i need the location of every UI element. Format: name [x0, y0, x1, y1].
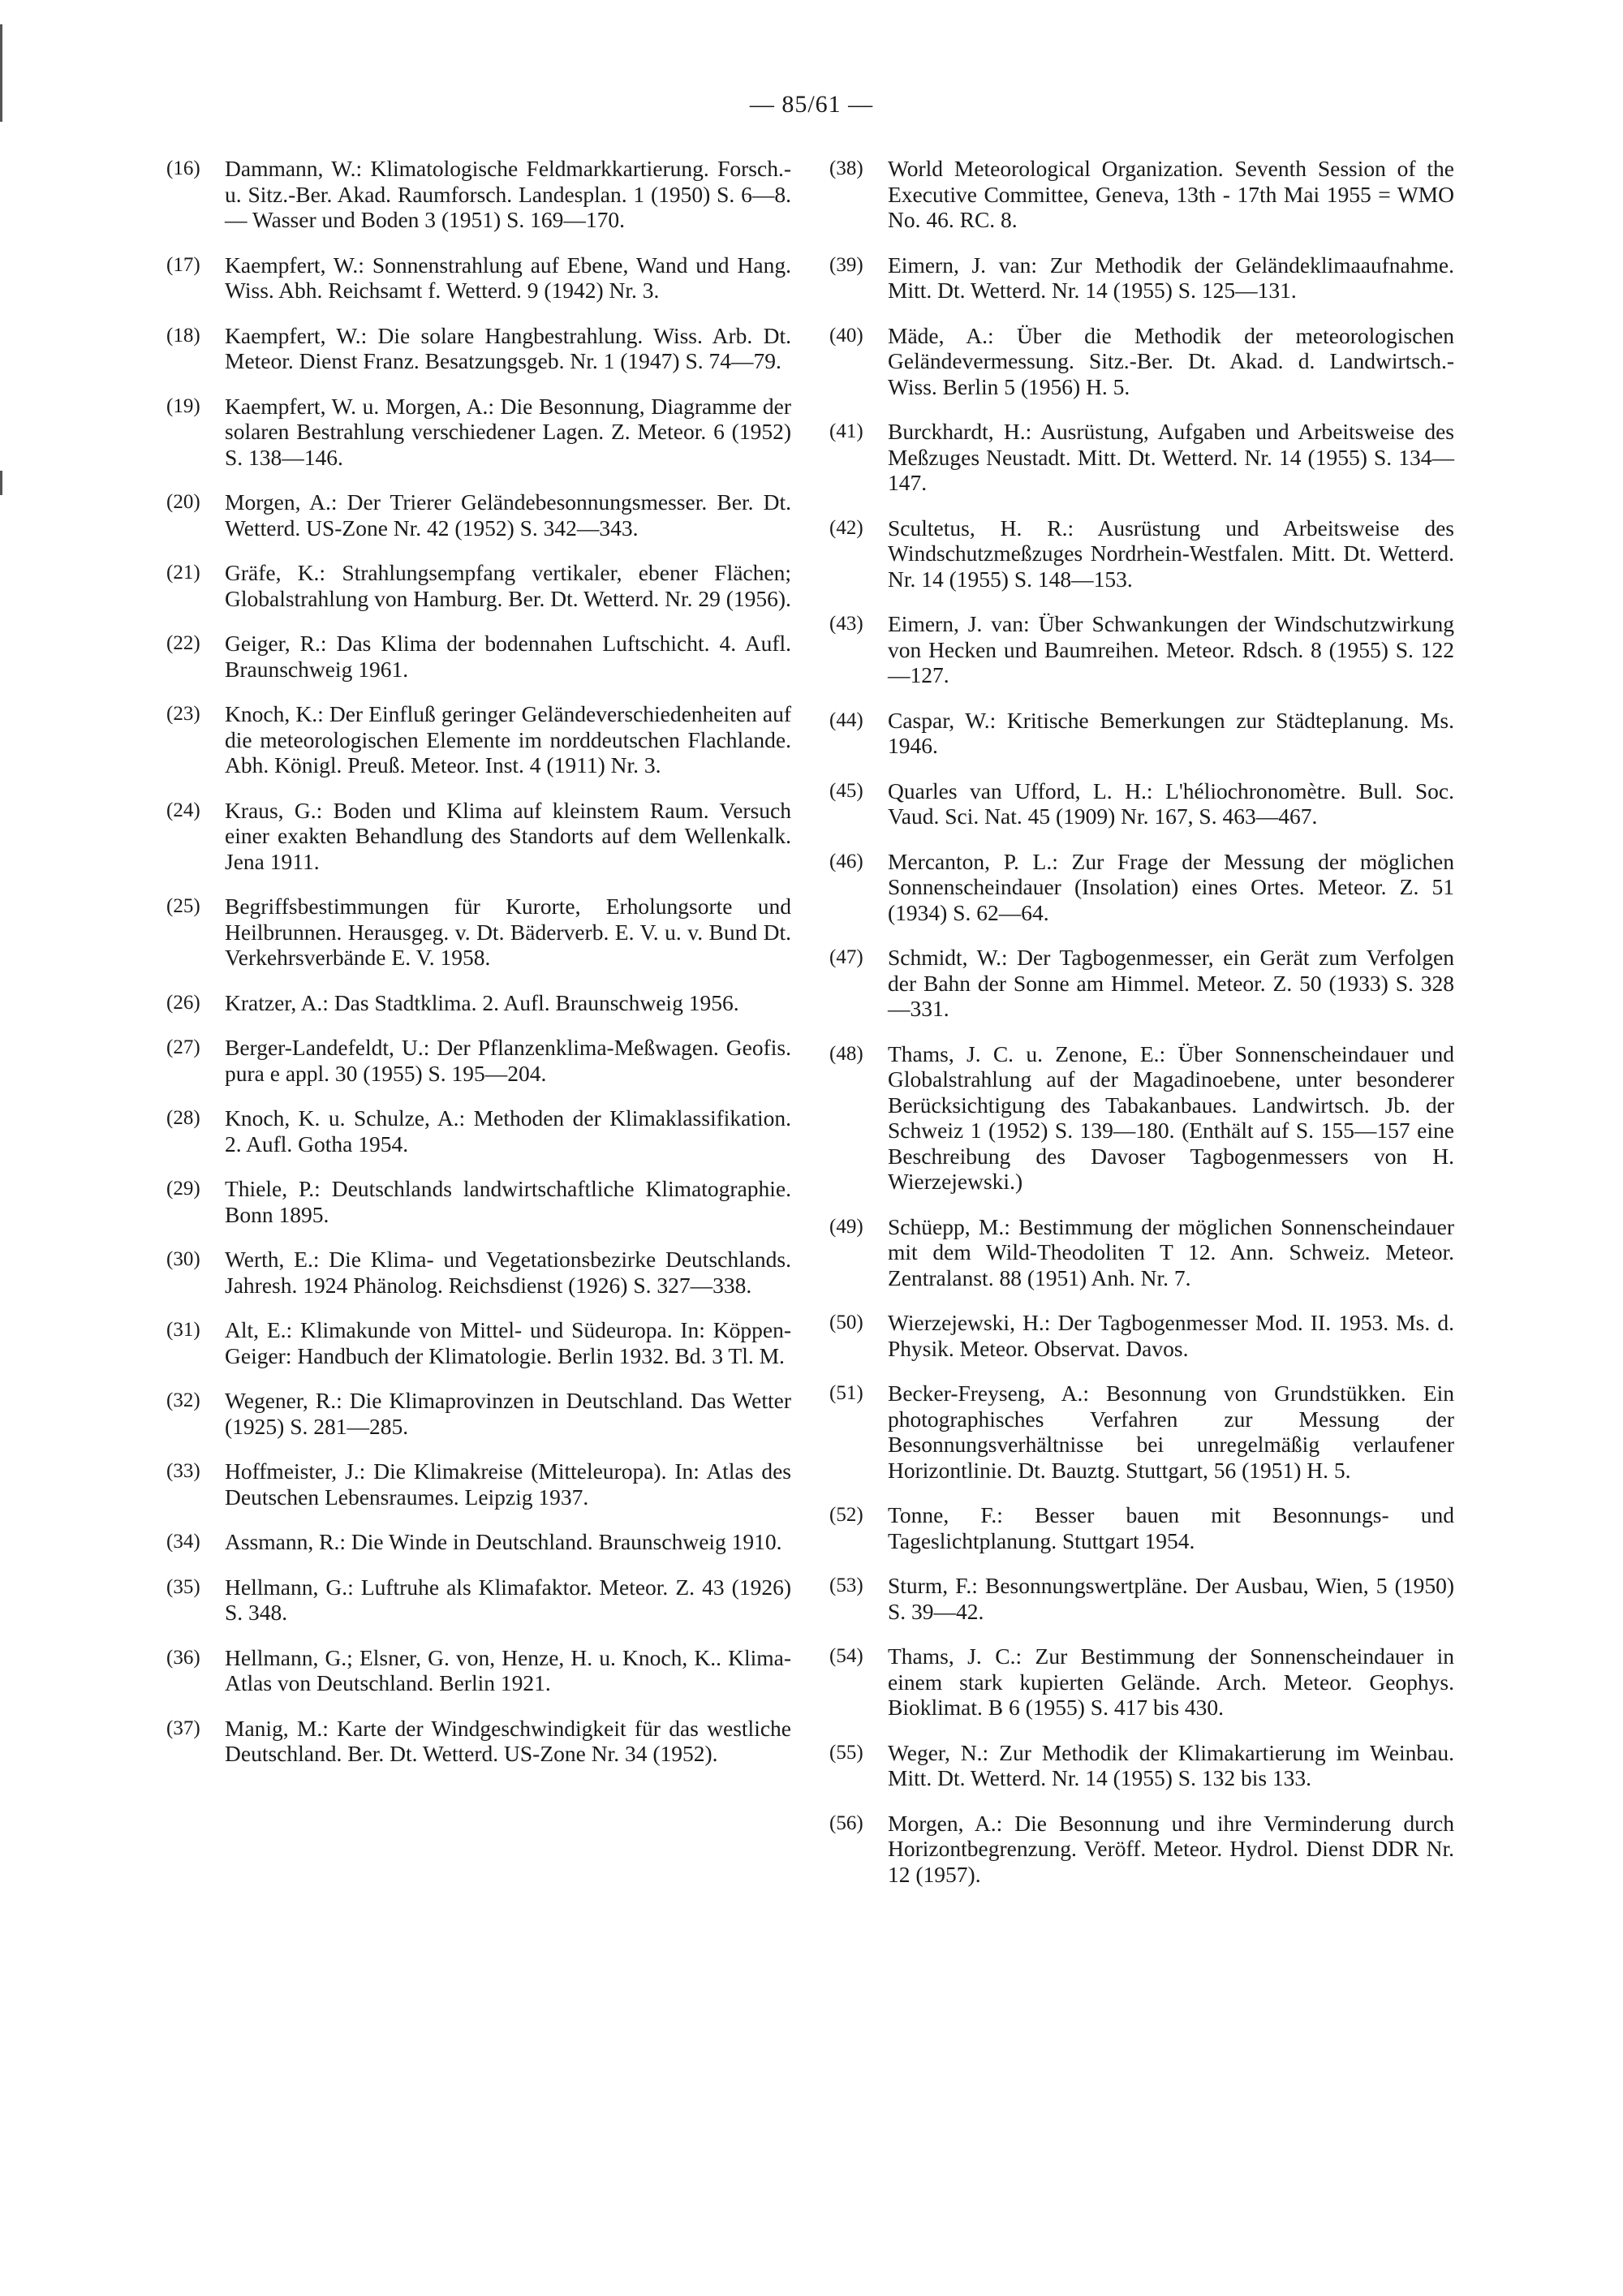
reference-number: (25): [166, 895, 200, 917]
reference-text: Mercanton, P. L.: Zur Frage der Messung der möglichen Sonnenscheindauer (Insolation) eines Ortes. Meteor. Z. 51 (1934) S. 62—64.: [888, 848, 1454, 925]
reference-entry: [829, 515, 1454, 592]
reference-text: Burckhardt, H.: Ausrüstung, Aufgaben und Arbeitsweise des Meßzuges Neustadt. Mitt. Dt. Wetterd. Nr. 14 (1955) S. 134—147.: [888, 419, 1454, 495]
reference-entry: [166, 252, 791, 304]
reference-text: Schmidt, W.: Der Tagbogenmesser, ein Gerät zum Verfolgen der Bahn der Sonne am Himmel. Meteor. Z. 50 (1933) S. 328—331.: [888, 945, 1454, 1021]
reference-entry: [166, 323, 791, 374]
reference-entry: [166, 489, 791, 541]
reference-text: Gräfe, K.: Strahlungsempfang vertikaler, ebener Flächen; Globalstrahlung von Hamburg. Ber. Dt. Wetterd. Nr. 29 (1956).: [225, 560, 791, 611]
reference-entry: [166, 1247, 791, 1298]
reference-text: Morgen, A.: Der Trierer Geländebesonnungsmesser. Ber. Dt. Wetterd. US-Zone Nr. 42 (1952) S. 342—343.: [225, 489, 791, 541]
reference-text: Wierzejewski, H.: Der Tagbogenmesser Mod. II. 1953. Ms. d. Physik. Meteor. Observat. Davos.: [888, 1310, 1454, 1361]
references-left-column: [166, 156, 791, 1786]
reference-entry: [166, 990, 791, 1016]
reference-number: (16): [166, 157, 200, 179]
reference-text: Berger-Landefeldt, U.: Der Pflanzenklima-Meßwagen. Geofis. pura e appl. 30 (1955) S. 195—204.: [225, 1035, 791, 1086]
reference-number: (50): [829, 1312, 863, 1333]
reference-entry: [166, 1317, 791, 1368]
reference-entry: [829, 1381, 1454, 1483]
reference-text: Scultetus, H. R.: Ausrüstung und Arbeitsweise des Windschutzmeßzuges Nordrhein-Westfalen. Mitt. Dt. Wetterd. Nr. 14 (1955) S. 148—153.: [888, 515, 1454, 592]
reference-text: Hellmann, G.; Elsner, G. von, Henze, H. u. Knoch, K.. Klima-Atlas von Deutschland. Berlin 1921.: [225, 1644, 791, 1695]
reference-text: Knoch, K. u. Schulze, A.: Methoden der Klimaklassifikation. 2. Aufl. Gotha 1954.: [225, 1105, 791, 1157]
reference-number: (51): [829, 1382, 863, 1404]
reference-number: (38): [829, 157, 863, 179]
reference-entry: [166, 701, 791, 778]
reference-entry: [166, 1388, 791, 1439]
reference-number: (36): [166, 1646, 200, 1669]
reference-entry: [166, 1716, 791, 1767]
reference-entry: [829, 252, 1454, 304]
reference-number: (32): [166, 1389, 200, 1411]
reference-text: Geiger, R.: Das Klima der bodennahen Luftschicht. 4. Aufl. Braunschweig 1961.: [225, 631, 791, 682]
reference-entry: [829, 156, 1454, 233]
reference-number: (18): [166, 324, 200, 347]
reference-entry: [829, 945, 1454, 1022]
reference-text: Thiele, P.: Deutschlands landwirtschaftliche Klimatographie. Bonn 1895.: [225, 1176, 791, 1227]
reference-number: (23): [166, 703, 200, 725]
reference-number: (43): [829, 613, 863, 635]
reference-text: Kaempfert, W. u. Morgen, A.: Die Besonnung, Diagramme der solaren Bestrahlung verschiedener Lagen. Z. Meteor. 6 (1952) S. 138—146.: [225, 393, 791, 470]
reference-number: (35): [166, 1575, 200, 1598]
reference-number: (55): [829, 1741, 863, 1764]
reference-number: (41): [829, 420, 863, 442]
reference-text: Caspar, W.: Kritische Bemerkungen zur Städteplanung. Ms. 1946.: [888, 707, 1454, 758]
reference-text: Thams, J. C.: Zur Bestimmung der Sonnenscheindauer in einem stark kupierten Gelände. Arch. Meteor. Geophys. Bioklimat. B 6 (1955) S. 417 bis 430.: [888, 1643, 1454, 1720]
scan-margin-mark: [0, 471, 2, 495]
reference-entry: [829, 1573, 1454, 1624]
reference-number: (45): [829, 779, 863, 802]
reference-number: (44): [829, 709, 863, 731]
reference-text: Hellmann, G.: Luftruhe als Klimafaktor. Meteor. Z. 43 (1926) S. 348.: [225, 1574, 791, 1625]
reference-text: Assmann, R.: Die Winde in Deutschland. Braunschweig 1910.: [225, 1529, 782, 1554]
reference-text: Weger, N.: Zur Methodik der Klimakartierung im Weinbau. Mitt. Dt. Wetterd. Nr. 14 (1955) S. 132 bis 133.: [888, 1739, 1454, 1790]
reference-number: (27): [166, 1036, 200, 1058]
reference-text: Kratzer, A.: Das Stadtklima. 2. Aufl. Braunschweig 1956.: [225, 989, 739, 1015]
reference-text: Knoch, K.: Der Einfluß geringer Geländeverschiedenheiten auf die meteorologischen Elemente im norddeutschen Flachlande. Abh. Königl. Preuß. Meteor. Inst. 4 (1911) Nr. 3.: [225, 701, 791, 778]
page-number: — 85/61 —: [749, 91, 874, 118]
reference-number: (33): [166, 1460, 200, 1482]
reference-entry: [166, 894, 791, 971]
reference-number: (29): [166, 1178, 200, 1200]
reference-entry: [166, 394, 791, 471]
reference-text: Thams, J. C. u. Zenone, E.: Über Sonnenscheindauer und Globalstrahlung auf der Magadinoebene, unter besonderer Berücksichtigung des Tabakanbaues. Landwirtsch. Jb. der Schweiz 1 (1952) S. 139—180. (Enthält auf S. 155—157 eine Beschreibung des Davoser Tagbogenmessers von H. Wierzejewski.): [888, 1040, 1454, 1194]
reference-text: Quarles van Ufford, L. H.: L'héliochronomètre. Bull. Soc. Vaud. Sci. Nat. 45 (1909) Nr. 167, S. 463—467.: [888, 778, 1454, 829]
reference-text: Eimern, J. van: Zur Methodik der Geländeklimaaufnahme. Mitt. Dt. Wetterd. Nr. 14 (1955) S. 125—131.: [888, 252, 1454, 303]
reference-text: Kaempfert, W.: Sonnenstrahlung auf Ebene, Wand und Hang. Wiss. Abh. Reichsamt f. Wetterd. 9 (1942) Nr. 3.: [225, 252, 791, 303]
reference-entry: [166, 1574, 791, 1626]
reference-text: Kraus, G.: Boden und Klima auf kleinstem Raum. Versuch einer exakten Behandlung des Standorts auf dem Wellenkalk. Jena 1911.: [225, 797, 791, 874]
reference-number: (56): [829, 1811, 863, 1834]
reference-number: (46): [829, 850, 863, 872]
reference-number: (30): [166, 1248, 200, 1270]
reference-text: Morgen, A.: Die Besonnung und ihre Verminderung durch Horizontbegrenzung. Veröff. Meteor. Hydrol. Dienst DDR Nr. 12 (1957).: [888, 1810, 1454, 1887]
reference-text: Becker-Freyseng, A.: Besonnung von Grundstükken. Ein photographisches Verfahren zur Messung der Besonnungsverhältnisse bei unregelmäßig verlaufener Horizontlinie. Dt. Bauztg. Stuttgart, 56 (1951) H. 5.: [888, 1381, 1454, 1483]
reference-entry: [166, 1176, 791, 1227]
reference-text: Sturm, F.: Besonnungswertpläne. Der Ausbau, Wien, 5 (1950) S. 39—42.: [888, 1573, 1454, 1624]
reference-number: (19): [166, 394, 200, 417]
reference-entry: [166, 631, 791, 682]
reference-entry: [166, 798, 791, 875]
reference-entry: [829, 1502, 1454, 1553]
reference-text: Kaempfert, W.: Die solare Hangbestrahlung. Wiss. Arb. Dt. Meteor. Dienst Franz. Besatzungsgeb. Nr. 1 (1947) S. 74—79.: [225, 322, 791, 373]
reference-number: (21): [166, 562, 200, 584]
reference-number: (22): [166, 632, 200, 654]
reference-number: (52): [829, 1504, 863, 1526]
reference-text: Tonne, F.: Besser bauen mit Besonnungs- und Tageslichtplanung. Stuttgart 1954.: [888, 1502, 1454, 1553]
reference-number: (53): [829, 1574, 863, 1596]
reference-entry: [829, 1740, 1454, 1791]
reference-number: (49): [829, 1215, 863, 1238]
reference-number: (20): [166, 491, 200, 513]
reference-entry: [166, 1645, 791, 1696]
reference-entry: [829, 323, 1454, 400]
reference-entry: [829, 1811, 1454, 1888]
reference-text: Eimern, J. van: Über Schwankungen der Windschutzwirkung von Hecken und Baumreihen. Meteor. Rdsch. 8 (1955) S. 122—127.: [888, 611, 1454, 687]
reference-entry: [829, 611, 1454, 688]
reference-text: Alt, E.: Klimakunde von Mittel- und Südeuropa. In: Köppen-Geiger: Handbuch der Klimatologie. Berlin 1932. Bd. 3 Tl. M.: [225, 1317, 791, 1368]
reference-entry: [829, 778, 1454, 829]
reference-entry: [829, 849, 1454, 926]
reference-number: (28): [166, 1107, 200, 1129]
reference-text: Wegener, R.: Die Klimaprovinzen in Deutschland. Das Wetter (1925) S. 281—285.: [225, 1388, 791, 1439]
reference-text: Schüepp, M.: Bestimmung der möglichen Sonnenscheindauer mit dem Wild-Theodoliten T 12. Ann. Schweiz. Meteor. Zentralanst. 88 (1951) Anh. Nr. 7.: [888, 1213, 1454, 1290]
reference-entry: [166, 560, 791, 611]
reference-text: Begriffsbestimmungen für Kurorte, Erholungsorte und Heilbrunnen. Herausgeg. v. Dt. Bäderverb. E. V. u. v. Bund Dt. Verkehrsverbände E. V. 1958.: [225, 894, 791, 970]
reference-text: Dammann, W.: Klimatologische Feldmarkkartierung. Forsch.- u. Sitz.-Ber. Akad. Raumforsch. Landesplan. 1 (1950) S. 6—8. — Wasser und Boden 3 (1951) S. 169—170.: [225, 156, 791, 232]
reference-entry: [829, 419, 1454, 496]
reference-entry: [166, 1458, 791, 1510]
reference-number: (31): [166, 1319, 200, 1341]
reference-number: (54): [829, 1645, 863, 1667]
reference-entry: [829, 1310, 1454, 1361]
reference-number: (34): [166, 1531, 200, 1553]
reference-entry: [829, 1041, 1454, 1195]
reference-text: Mäde, A.: Über die Methodik der meteorologischen Geländevermessung. Sitz.-Ber. Dt. Akad. d. Landwirtsch.-Wiss. Berlin 5 (1956) H. 5.: [888, 322, 1454, 399]
reference-entry: [829, 1214, 1454, 1291]
reference-text: World Meteorological Organization. Seventh Session of the Executive Committee, Geneva, 13th - 17th Mai 1955 = WMO No. 46. RC. 8.: [888, 156, 1454, 232]
reference-number: (26): [166, 991, 200, 1014]
reference-entry: [829, 708, 1454, 759]
reference-number: (37): [166, 1717, 200, 1739]
reference-text: Hoffmeister, J.: Die Klimakreise (Mitteleuropa). In: Atlas des Deutschen Lebensraumes. Leipzig 1937.: [225, 1458, 791, 1510]
reference-number: (24): [166, 799, 200, 821]
references-right-column: [829, 156, 1454, 1906]
reference-entry: [166, 1035, 791, 1086]
reference-text: Werth, E.: Die Klima- und Vegetationsbezirke Deutschlands. Jahresh. 1924 Phänolog. Reichsdienst (1926) S. 327—338.: [225, 1247, 791, 1298]
reference-entry: [166, 1529, 791, 1555]
reference-number: (17): [166, 253, 200, 276]
reference-number: (40): [829, 324, 863, 347]
reference-number: (48): [829, 1042, 863, 1065]
reference-entry: [166, 156, 791, 233]
reference-text: Manig, M.: Karte der Windgeschwindigkeit für das westliche Deutschland. Ber. Dt. Wetterd. US-Zone Nr. 34 (1952).: [225, 1715, 791, 1766]
reference-number: (39): [829, 253, 863, 276]
reference-entry: [166, 1105, 791, 1157]
reference-entry: [829, 1643, 1454, 1721]
reference-number: (42): [829, 516, 863, 539]
reference-number: (47): [829, 946, 863, 968]
